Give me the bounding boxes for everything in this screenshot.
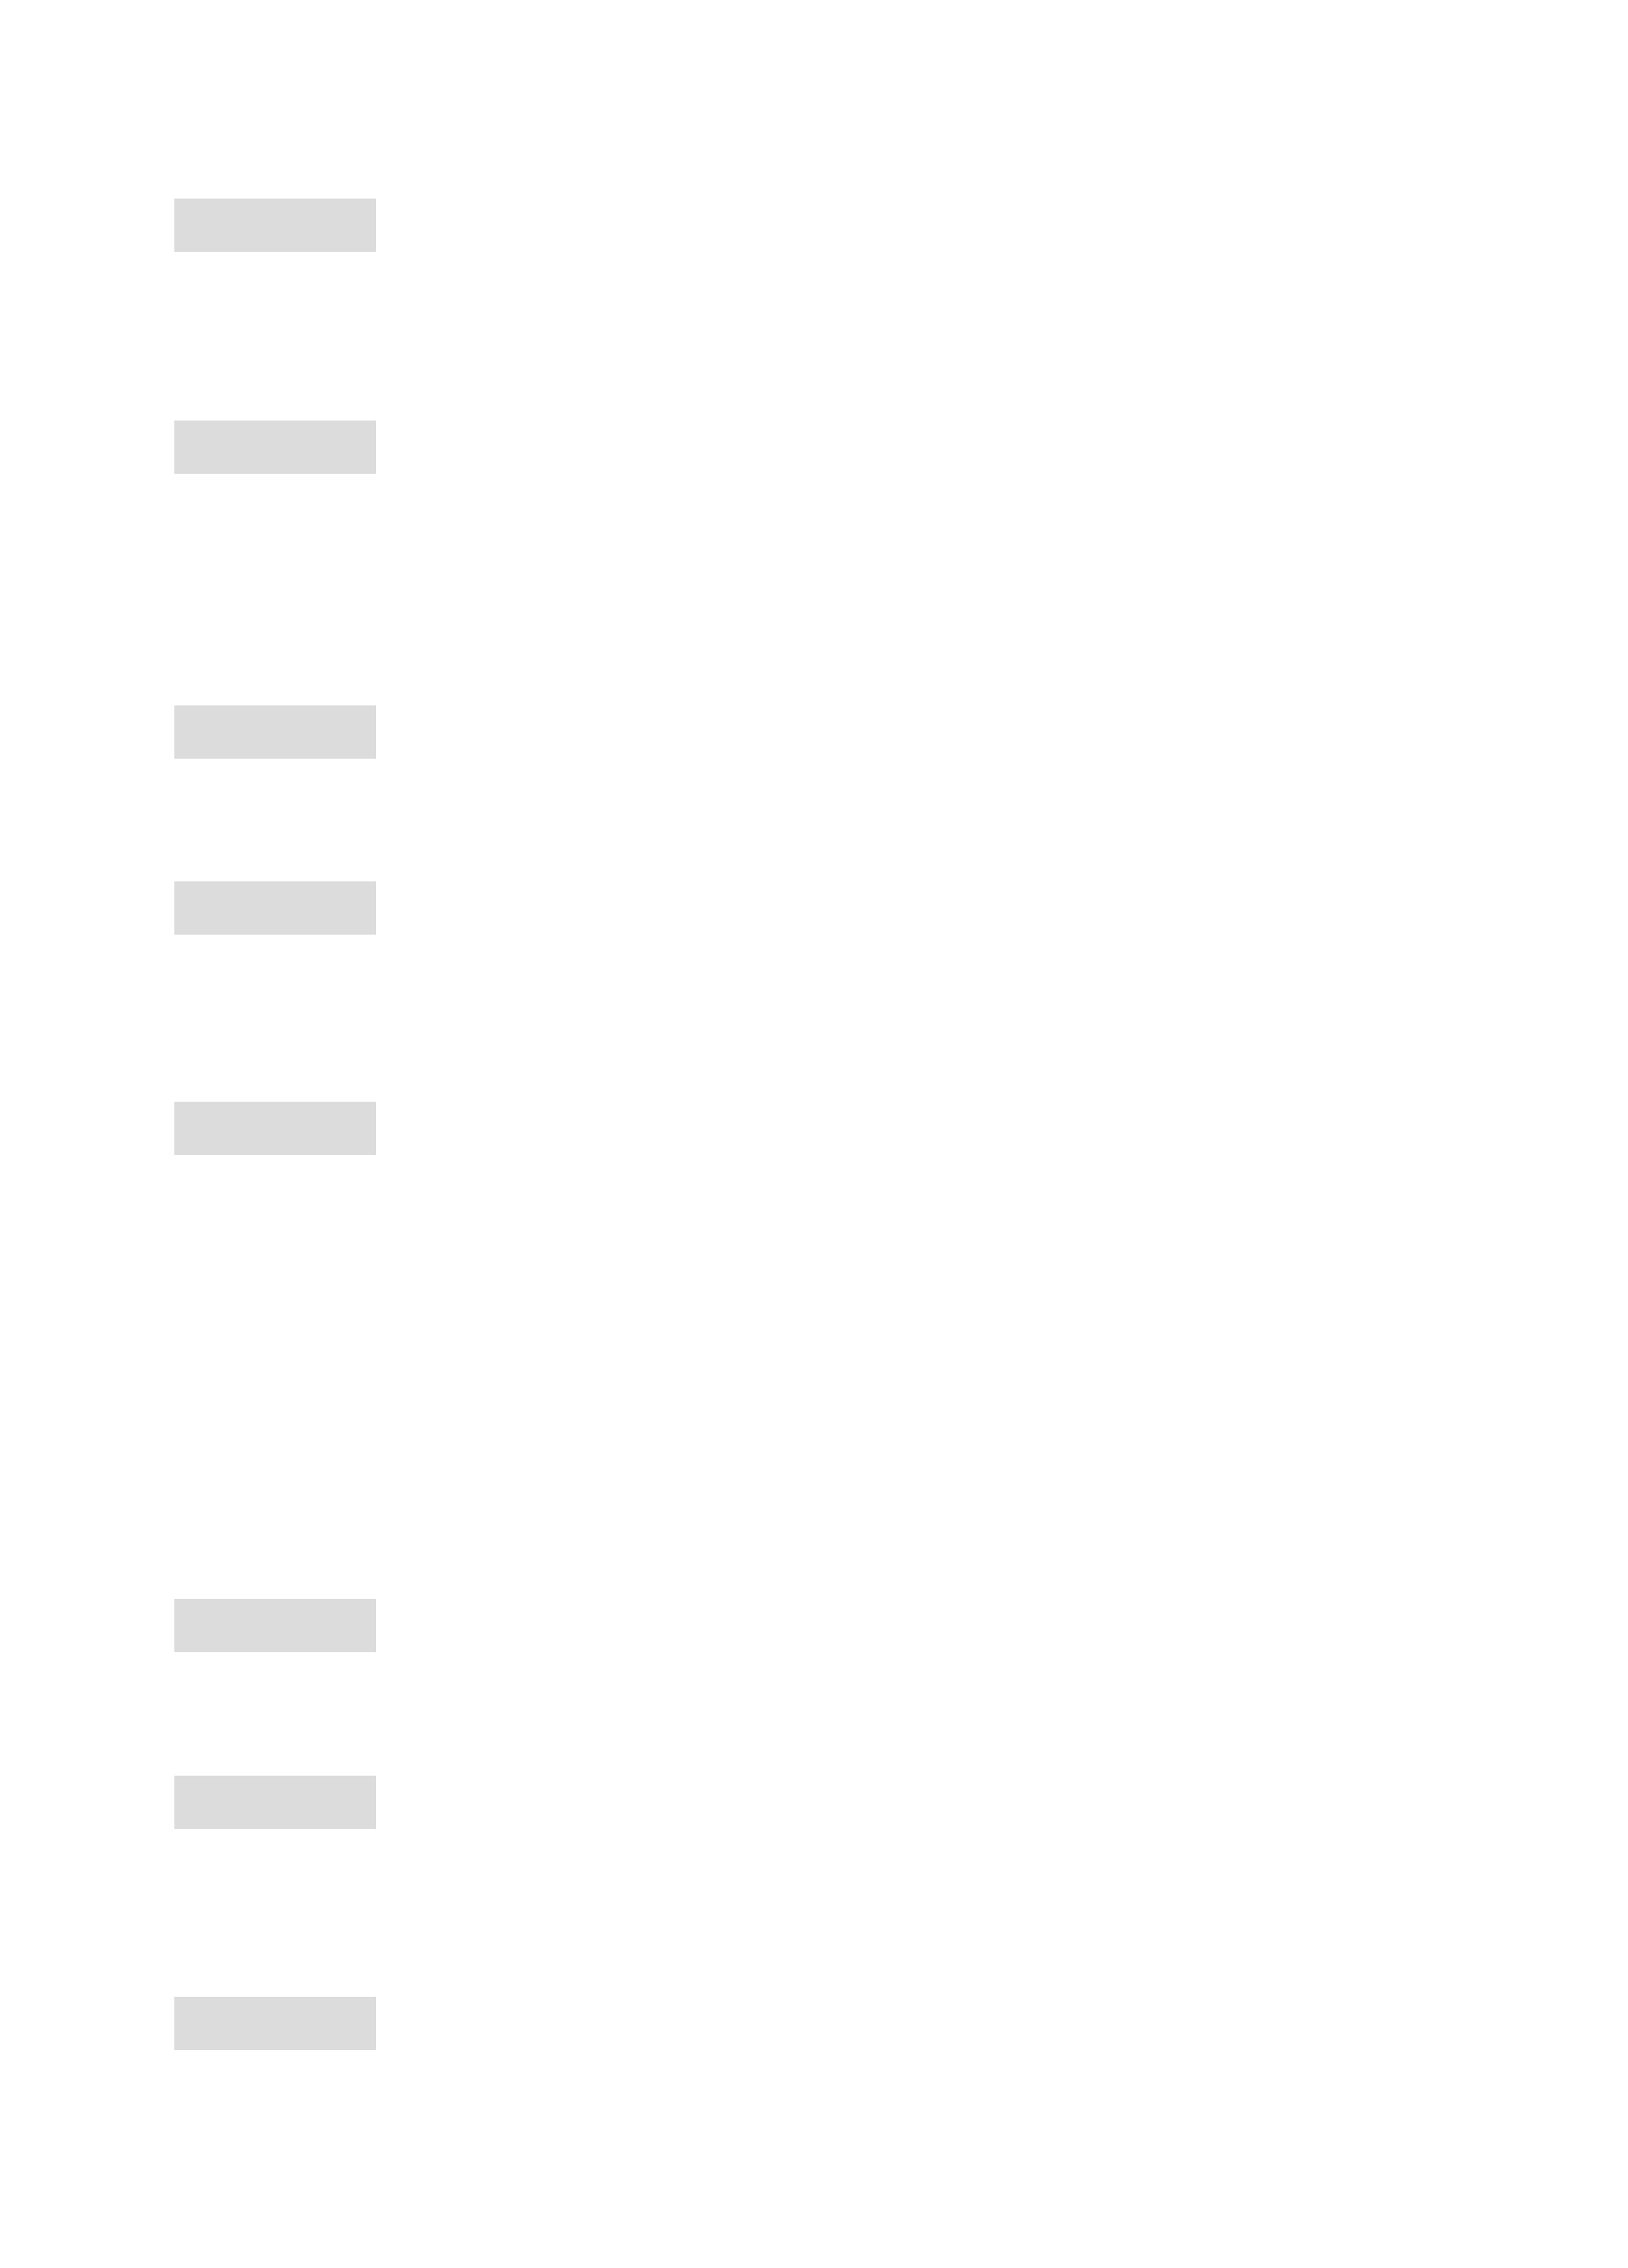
section-label [174, 881, 376, 935]
section-label [174, 1599, 376, 1652]
section-label [174, 199, 376, 252]
section-label [174, 1102, 376, 1155]
section-label [174, 421, 376, 474]
section-label [174, 705, 376, 759]
section-label [174, 1776, 376, 1829]
section-label [174, 1997, 376, 2050]
